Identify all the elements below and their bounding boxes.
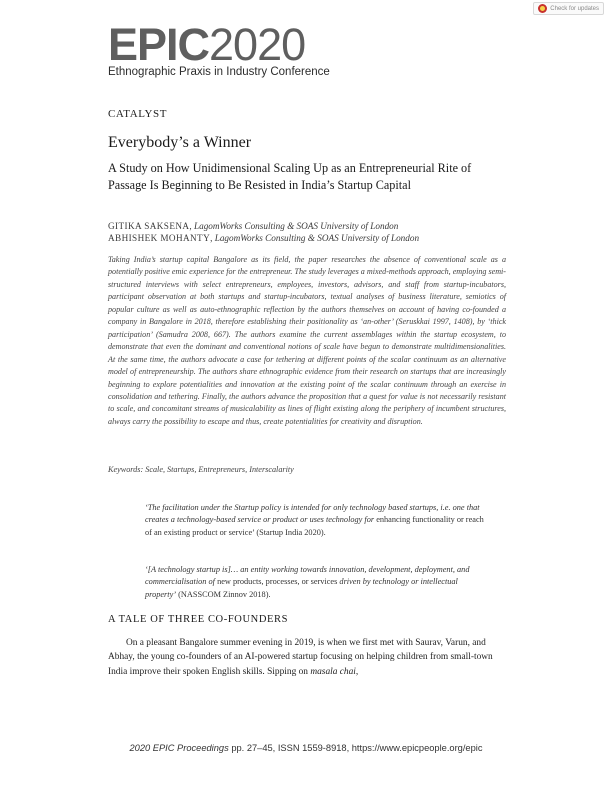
footer-citation: pp. 27–45, ISSN 1559-8918, https://www.epicpeople.org/epic [231,743,483,753]
paragraph-text: On a pleasant Bangalore summer evening in 2019, is when we first met with Saurav, Varun, and Abhay, the young co-founders of an AI-powered startup focusing on helping children from small-town India improve their spoken English skills. Sipping on [108,638,493,677]
epic-logo [108,19,306,70]
author-name: GITIKA SAKSENA [108,221,190,231]
logo-year: 2020 [209,19,306,70]
check-for-updates-badge[interactable] [533,2,604,15]
author-affiliation: LagomWorks Consulting & SOAS University of London [194,221,399,231]
article-subtitle: A Study on How Unidimensional Scaling Up as an Entrepreneurial Rite of Passage Is Beginning to Be Resisted in India’s Startup Capital [108,161,472,192]
author-line: ABHISHEK MOHANTY, LagomWorks Consulting & SOAS University of London [108,233,420,243]
quote-text: ‘[A technology startup is]… an entity working towards innovation, development, deployment, and commercialisation of [145,565,470,587]
author-name: ABHISHEK MOHANTY [108,233,211,243]
author-list [108,220,419,244]
epigraph-quote [145,564,485,601]
conference-name: Ethnographic Praxis in Industry Conference [108,66,330,78]
epigraph-quote [145,502,485,539]
quote-text: driven by technology or intellectual property’ [145,577,458,599]
abstract: Taking India’s startup capital Bangalore as its field, the paper researches the absence of conventional scale as a potentially positive emic experience for the entrepreneur. The study leverages a mixed-methods approach, employing semi-structured interviews with select entrepreneurs, employees, investors, advisors, and staff from startup-incubators, participant observation at both startups and startup-incubators, textual analyses of business literature, semiotics of popular culture as well as auto-ethnographic reflection by the authors themselves on account of having co-founded a company in Bangalore in 2018, therefore establishing their positionality as ‘an-other’ (Seruskkai 1997, 1408), by ‘thick participation’ (Samudra 2008, 667). The authors examine the current assemblages within the startup ecosystem, to demonstrate that even the dominant and conventional notions of scale have begun to demonstrate multidimensionalities. At the same time, the authors advocate a case for tethering at different points of the scalar continuum as an alternative model of entrepreneurship. The authors share ethnographic evidence from their research on startups that are increasingly beginning to explore potentialities and innovation at the existing point of the scalar continuum through an exercise in consolidation and tethering. Finally, the authors advance the proposition that a quest for value is not necessarily resistant to scale, and concomitant streams of musicalability as lines of flight existing along the periphery of incumbent structures, always carry the possibility to escape and thus, create potentialities for creativity and disruption. [108,255,506,426]
check-updates-icon [538,4,547,13]
article-category: CATALYST [108,108,168,120]
paragraph-text: , [355,666,359,677]
logo-epic: EPIC [108,19,210,70]
body-paragraph [108,636,506,679]
keywords: Keywords: Scale, Startups, Entrepreneurs, Interscalarity [108,465,294,474]
article-title: Everybody’s a Winner [108,134,252,151]
check-updates-label: Check for updates [550,5,599,12]
section-heading: A TALE OF THREE CO-FOUNDERS [108,614,289,625]
footer-proceedings: 2020 EPIC Proceedings [129,743,229,753]
page-footer [0,743,612,753]
quote-text: new products, processes, or services [217,577,338,587]
paragraph-italic: masala chai [310,666,356,677]
author-line: GITIKA SAKSENA, LagomWorks Consulting & SOAS University of London [108,221,399,231]
quote-citation: (NASSCOM Zinnov 2018). [178,589,271,599]
quote-text: ‘The facilitation under the Startup policy is intended for only technology based startups, i.e. one that creates a technology-based service or product or uses technology for [145,503,480,525]
author-affiliation: LagomWorks Consulting & SOAS University of London [214,233,420,243]
quote-text: enhancing functionality or reach of an existing product or service’ (Startup India 2020). [145,515,484,537]
